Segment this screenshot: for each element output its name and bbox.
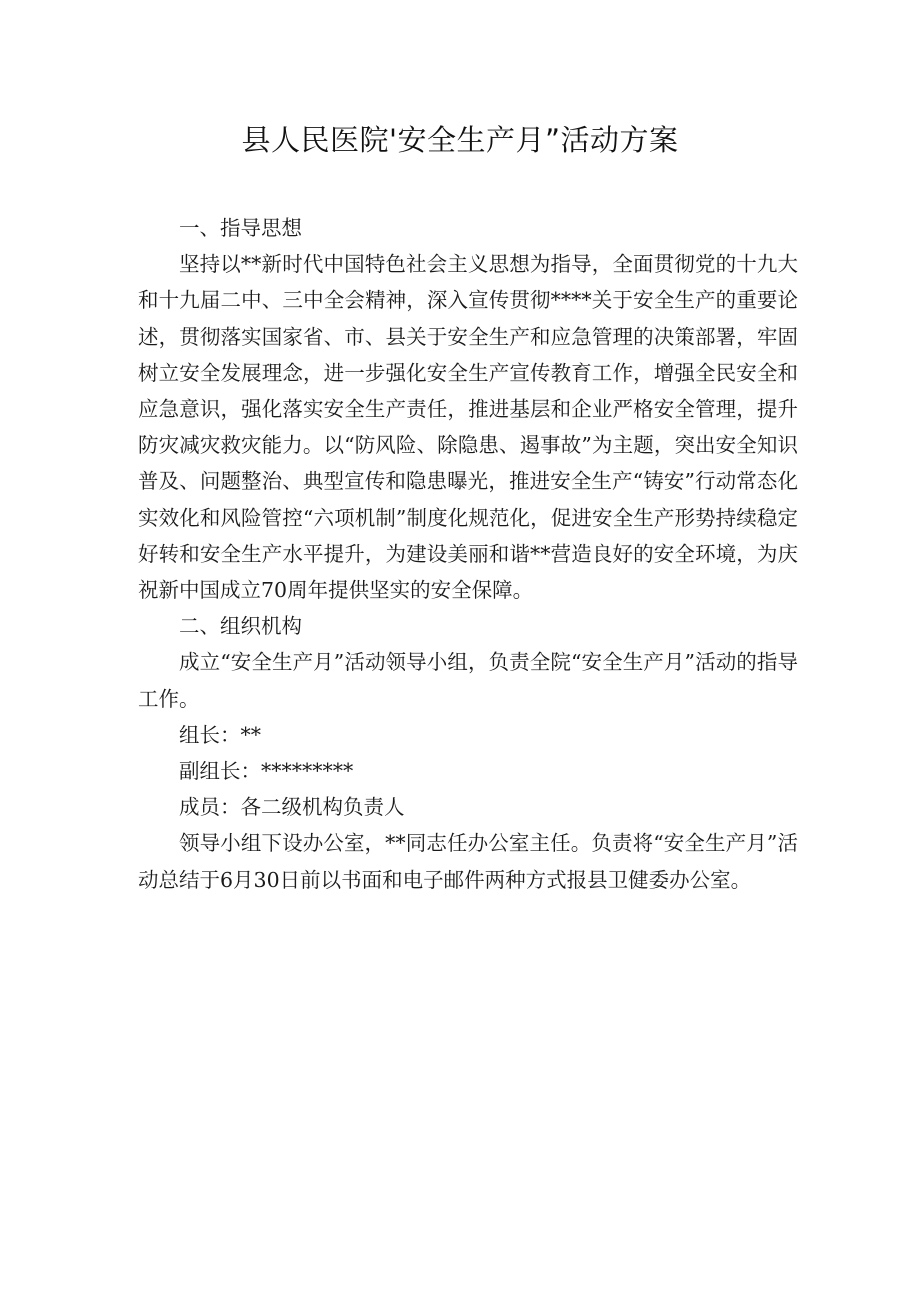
section-heading-guiding-ideology: 一、指导思想 xyxy=(179,216,302,240)
paragraph-guiding-ideology: 坚持以**新时代中国特色社会主义思想为指导，全面贯彻党的十九大和十九届二中、三中全会精神，深入宣传贯彻****关于安全生产的重要论述，贯彻落实国家省、市、县关于安全生产和应急管理的决策部署，牢固树立安全发展理念，进一步强化安全生产宣传教育工作，增强全民安全和应急意识，强化落实安全生产责任，推进基层和企业严格安全管理，提升防灾减灾救灾能力。以“防风险、除隐患、遏事故”为主题，突出安全知识普及、问题整治、典型宣传和隐患曝光，推进安全生产“铸安”行动常态化实效化和风险管控“六项机制”制度化规范化，促进安全生产形势持续稳定好转和安全生产水平提升，为建设美丽和谐**营造良好的安全环境，为庆祝新中国成立70周年提供坚实的安全保障。 xyxy=(138,252,798,603)
paragraph-members: 成员：各二级机构负责人 xyxy=(179,795,405,820)
paragraph-leading-group: 成立“安全生产月”活动领导小组，负责全院“安全生产月”活动的指导工作。 xyxy=(138,650,798,711)
paragraph-office: 领导小组下设办公室，**同志任办公室主任。负责将“安全生产月”活动总结于6月30日前以书面和电子邮件两种方式报县卫健委办公室。 xyxy=(138,831,798,892)
document-title: 县人民医院'安全生产月”活动方案 xyxy=(241,123,679,157)
document-body xyxy=(138,210,798,898)
paragraph-deputy-leader: 副组长：********* xyxy=(179,759,354,784)
section-heading-organization: 二、组织机构 xyxy=(179,614,302,639)
paragraph-group-leader: 组长：** xyxy=(179,722,261,747)
